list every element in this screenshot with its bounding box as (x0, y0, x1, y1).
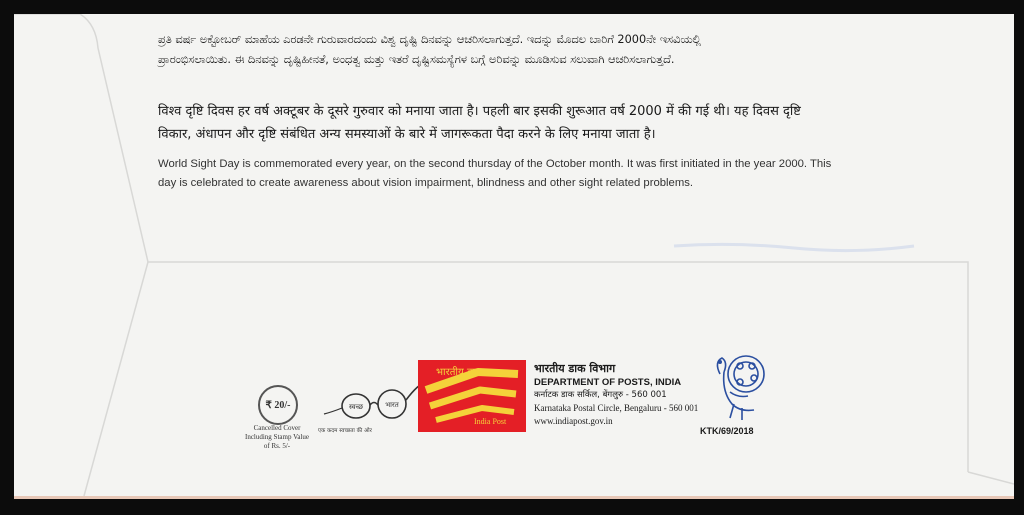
circle-english: Karnataka Postal Circle, Bengaluru - 560 001 (534, 403, 699, 413)
circle-regional: कर्नाटक डाक सर्किल, बेंगलुरु - 560 001 (534, 390, 667, 400)
dept-hindi: भारतीय डाक विभाग (534, 362, 616, 375)
english-text (158, 155, 938, 193)
stamp-note (232, 424, 322, 451)
kannada-line-1: ಪ್ರತಿ ವರ್ಷ ಅಕ್ಟೋಬರ್ ಮಾಹೆಯ ಎರಡನೇ ಗುರುವಾರದಂದು ವಿಶ್ವ ದೃಷ್ಟಿ ದಿನವನ್ನು ಆಚರಿಸಲಾಗುತ್ತದೆ. ಇದನ್ನು ಮೊದಲ ಬಾರಿಗೆ 2000ನೇ ಇಸವಿಯಲ್ಲಿ (158, 33, 701, 46)
swachh-bharat-glasses-icon (318, 378, 426, 426)
stamp-value-circle (258, 385, 298, 425)
hindi-line-2: विकार, अंधापन और दृष्टि संबंधित अन्य समस्याओं के बारे में जागरूकता पैदा करने के लिए मनाया जाता है। (158, 127, 656, 142)
website: www.indiapost.gov.in (534, 416, 613, 426)
stamp-value: ₹ 20/- (265, 399, 291, 411)
english-line-2: day is celebrated to create awareness about vision impairment, blindness and other sight related problems. (158, 177, 694, 189)
india-post-english-label: India Post (474, 417, 507, 426)
stamp-note-line-3: of Rs. 5/- (263, 442, 291, 450)
swachh-word-1: स्वच्छ (348, 403, 364, 411)
cover-code: KTK/69/2018 (700, 426, 754, 436)
india-post-hindi-label: भारतीय डाक (436, 367, 483, 378)
swachh-caption: एक कदम स्वच्छता की ओर (318, 428, 372, 434)
kannada-text (158, 30, 918, 70)
hindi-line-1: विश्व दृष्टि दिवस हर वर्ष अक्टूबर के दूसरे गुरुवार को मनाया जाता है। पहली बार इसकी शुरूआत वर्ष 2000 में की गई थी। यह दिवस दृष्टि (158, 104, 801, 119)
dept-english: DEPARTMENT OF POSTS, INDIA (534, 377, 682, 388)
stamp-note-line-2: Including Stamp Value (244, 433, 310, 441)
swachh-word-2: भारत (385, 401, 399, 409)
peacock-icon (710, 352, 772, 422)
hindi-text (158, 100, 938, 146)
stamp-note-line-1: Cancelled Cover (253, 424, 301, 432)
kannada-line-2: ಪ್ರಾರಂಭಿಸಲಾಯಿತು. ಈ ದಿನವನ್ನು ದೃಷ್ಟಿಹೀನತೆ, ಅಂಧತ್ವ ಮತ್ತು ಇತರೆ ದೃಷ್ಟಿಸಮಸ್ಯೆಗಳ ಬಗ್ಗೆ ಅರಿವನ್ನು ಮೂಡಿಸುವ ಸಲುವಾಗಿ ಆಚರಿಸಲಾಗುತ್ತದೆ. (158, 53, 675, 66)
department-address (534, 362, 698, 427)
english-line-1: World Sight Day is commemorated every year, on the second thursday of the October month. It was first initiated in the year 2000. This (158, 158, 832, 170)
